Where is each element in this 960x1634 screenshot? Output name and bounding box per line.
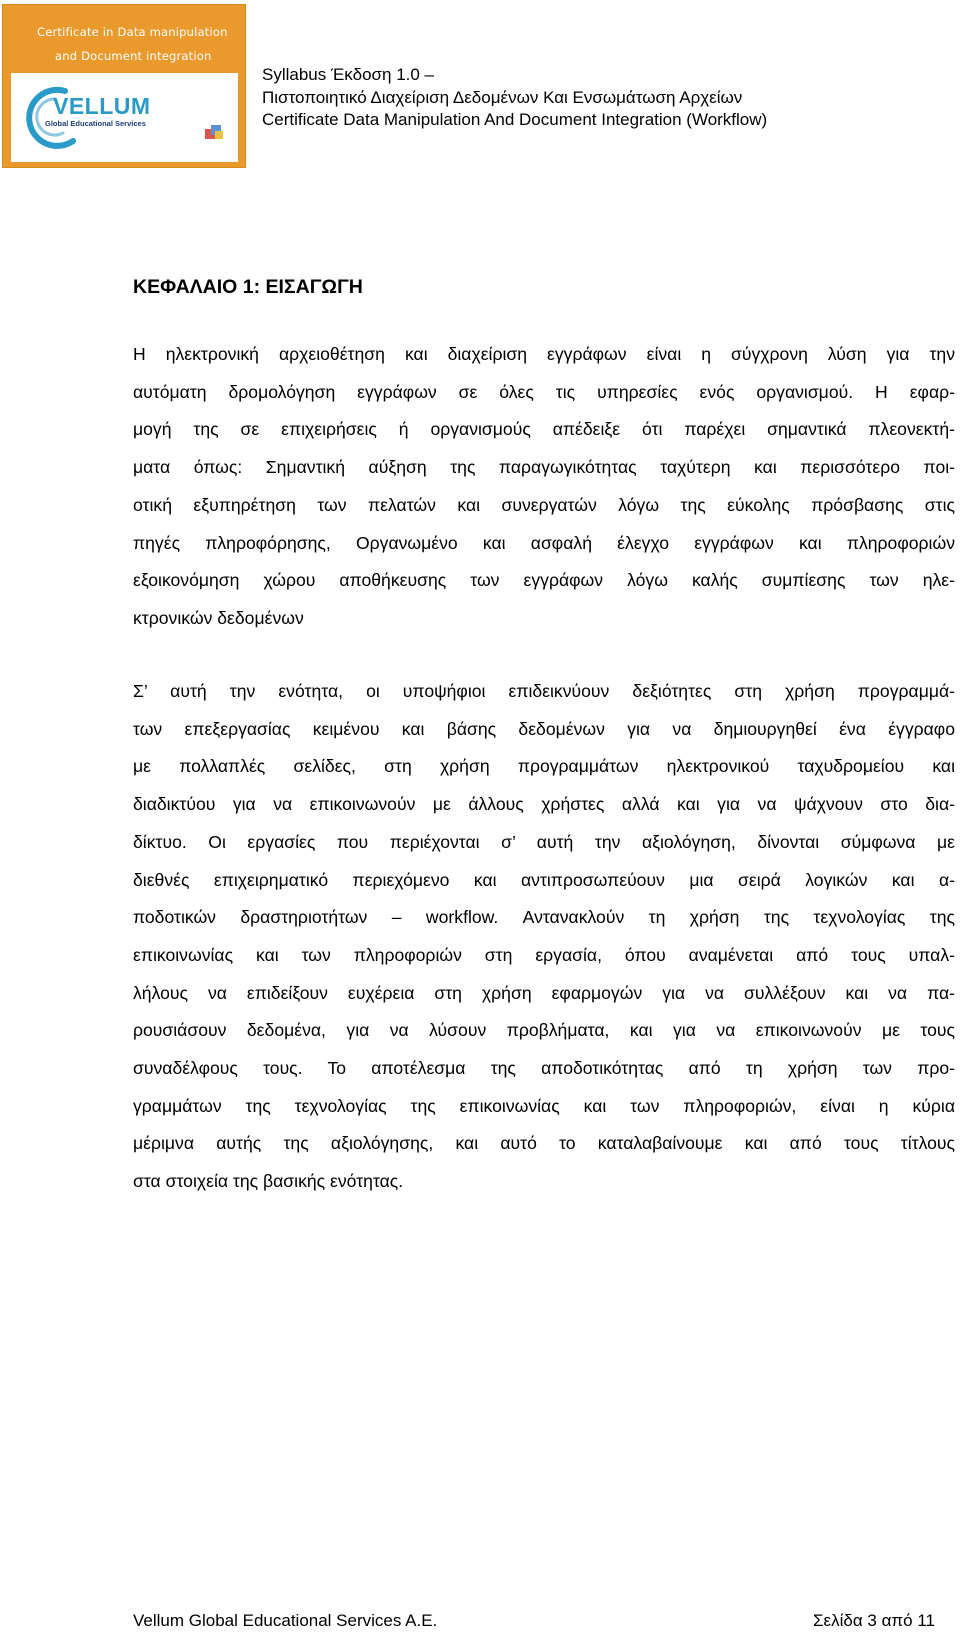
logo-integration-line: and Document integration (55, 49, 212, 63)
paragraph-line: αυτόματη δρομολόγηση εγγράφων σε όλες τις υπηρεσίες ενός οργανισμού. Η εφαρ- (133, 381, 955, 402)
paragraph-line: κτρονικών δεδομένων (133, 607, 304, 628)
paragraph-line: πηγές πληροφόρησης, Οργανωμένο και ασφαλή έλεγχο εγγράφων και πληροφοριών (133, 532, 955, 553)
paragraph-line: Η ηλεκτρονική αρχειοθέτηση και διαχείριση εγγράφων είναι η σύγχρονη λύση για την (133, 344, 955, 364)
header-syllabus-version: Syllabus Έκδοση 1.0 – (262, 65, 435, 84)
paragraph-line: επικοινωνίας και των πληροφοριών στη εργασία, όπου αναμένεται από τους υπαλ- (133, 944, 955, 965)
paragraph-line: μογή της σε επιχειρήσεις ή οργανισμούς απέδειξε ότι παρέχει σημαντικά πλεονεκτή- (133, 419, 955, 440)
chapter-title: ΚΕΦΑΛΑΙΟ 1: ΕΙΣΑΓΩΓΗ (133, 276, 363, 298)
vellum-logo (2, 4, 246, 168)
paragraph-line: ρουσιάσουν δεδομένα, για να λύσουν προβλήματα, και για να επικοινωνούν με τους (133, 1020, 955, 1041)
logo-inner-panel (11, 73, 238, 162)
logo-tagline: Global Educational Services (45, 119, 146, 128)
paragraph-line: ποδοτικών δραστηριοτήτων – workflow. Αντανακλούν τη χρήση της τεχνολογίας της (133, 907, 955, 928)
document-stack-icon (203, 121, 225, 141)
paragraph-line: εξοικονόμηση χώρου αποθήκευσης των εγγράφων λόγω καλής συμπίεσης των ηλε- (133, 570, 955, 591)
paragraph-line: γραμμάτων της τεχνολογίας της επικοινωνίας και των πληροφοριών, είναι η κύρια (133, 1095, 955, 1116)
paragraph-line: Σ’ αυτή την ενότητα, οι υποψήφιοι επιδεικνύουν δεξιότητες στη χρήση προγραμμά- (133, 681, 955, 701)
header-certificate-greek: Πιστοποιητικό Διαχείριση Δεδομένων Και Ενσωμάτωση Αρχείων (262, 87, 743, 107)
document-header (262, 64, 767, 132)
paragraph-line: με πολλαπλές σελίδες, στη χρήση προγραμμάτων ηλεκτρονικού ταχυδρομείου και (133, 756, 955, 777)
paragraph-line: συναδέλφους τους. Το αποτέλεσμα της αποδοτικότητας από τη χρήση των προ- (133, 1058, 955, 1079)
paragraph-line: μέριμνα αυτής της αξιολόγησης, και αυτό το καταλαβαίνουμε και από τους τίτλους (133, 1133, 955, 1154)
paragraph-line: διεθνές επιχειρηματικό περιεχόμενο και αντιπροσωπεύουν μια σειρά λογικών και α- (133, 869, 955, 890)
paragraph-line: οτική εξυπηρέτηση των πελατών και συνεργατών λόγω της εύκολης πρόσβασης στις (133, 494, 955, 515)
paragraph-line: των επεξεργασίας κειμένου και βάσης δεδομένων για να δημιουργηθεί ένα έγγραφο (133, 718, 955, 739)
section-paragraph (133, 673, 955, 1201)
paragraph-line: ματα όπως: Σημαντική αύξηση της παραγωγικότητας ταχύτερη και περισσότερο ποι- (133, 457, 955, 478)
footer-page-number: Σελίδα 3 από 11 (813, 1611, 935, 1630)
intro-paragraph (133, 336, 955, 638)
paragraph-line: στα στοιχεία της βασικής ενότητας. (133, 1171, 404, 1192)
header-certificate-english: Certificate Data Manipulation And Document Integration (Workflow) (262, 110, 768, 129)
paragraph-line: δίκτυο. Οι εργασίες που περιέχονται σ’ αυτή την αξιολόγηση, δίνονται σύμφωνα με (133, 831, 955, 852)
paragraph-line: λήλους να επιδείξουν ευχέρεια στη χρήση εφαρμογών για να συλλέξουν και να πα- (133, 982, 955, 1003)
logo-brand: VELLUM (53, 93, 151, 119)
footer-company: Vellum Global Educational Services A.E. (133, 1611, 438, 1630)
paragraph-line: διαδικτύου για να επικοινωνούν με άλλους χρήστες αλλά και για να ψάχνουν στο δια- (133, 794, 955, 815)
logo-certificate-line: Certificate in Data manipulation (37, 25, 228, 39)
